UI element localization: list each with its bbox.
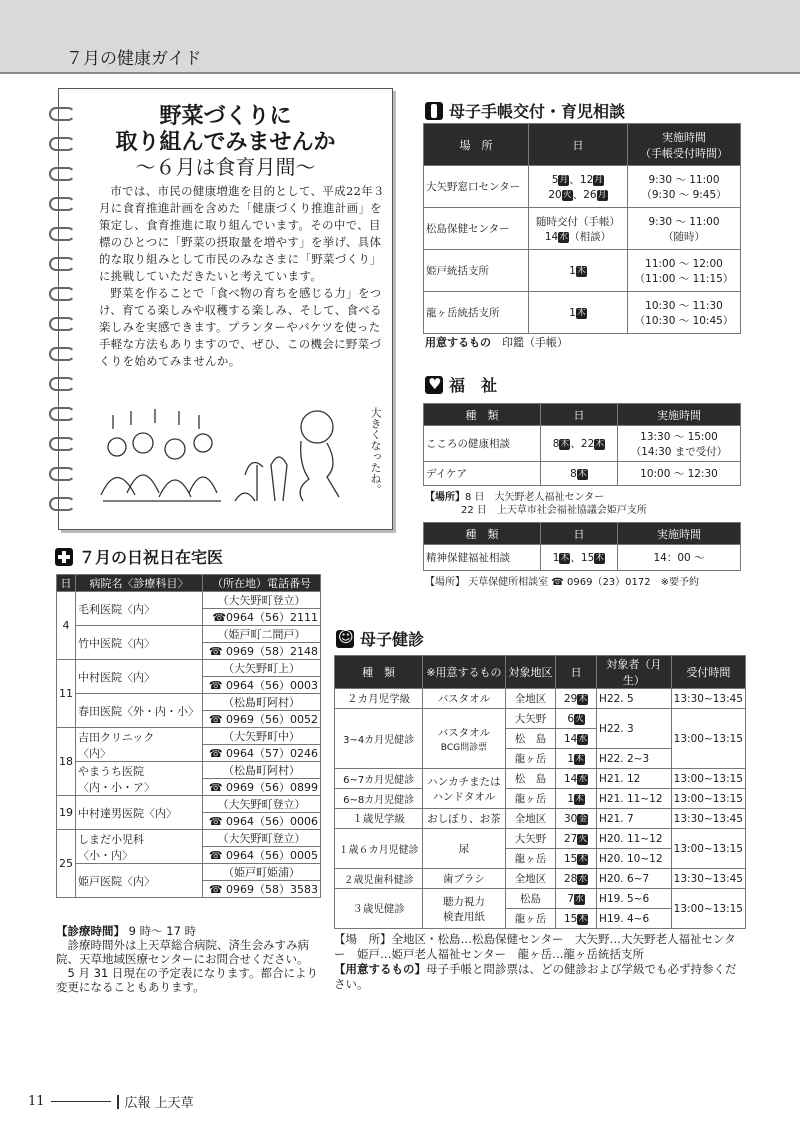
column-header: 日 xyxy=(541,404,618,426)
column-header: ※用意するもの xyxy=(423,656,505,689)
note-text: 5 月 31 日現在の予定表になります。都合により変更になることもあります。 xyxy=(56,966,318,994)
feature-subtitle: ～６月は食育月間～ xyxy=(135,155,316,179)
heart-icon xyxy=(425,376,443,394)
ring-icon xyxy=(49,197,75,211)
column-header: 病院名〈診療科目〉 xyxy=(76,575,203,592)
table-row xyxy=(57,694,321,711)
ring-icon xyxy=(49,317,75,331)
note-value: 母子手帳と問診票は、どの健診および学級でも必ず持参ください。 xyxy=(334,962,737,991)
note-label: 【用意するもの】 xyxy=(334,962,426,976)
feature-body xyxy=(99,183,389,370)
table-row xyxy=(57,592,321,609)
day-cell: 25 xyxy=(57,830,76,898)
ring-icon xyxy=(49,377,75,391)
day-cell: 18 xyxy=(57,728,76,796)
holiday-section-header xyxy=(55,545,223,568)
kenshin-table xyxy=(334,655,746,929)
column-header: 日 xyxy=(541,523,618,545)
table-row xyxy=(57,626,321,643)
clinic-address: （大矢野町登立） xyxy=(203,592,321,609)
clinic-name: 姫戸医院〈内〉 xyxy=(76,864,203,898)
table-cell: 5月、12月 20火、26月 xyxy=(529,166,628,208)
medical-cross-icon xyxy=(55,548,73,566)
bring-note xyxy=(334,962,746,992)
table-row xyxy=(424,545,741,571)
table-cell: 9:30 ～ 11:00 （9:30 ～ 9:45） xyxy=(628,166,741,208)
feature-notebook xyxy=(58,88,393,530)
table-row: 龍ヶ岳 15木 H20. 10~12 xyxy=(335,849,746,869)
fukushi-table xyxy=(423,403,741,486)
column-header: 場 所 xyxy=(424,124,529,166)
ring-icon xyxy=(49,287,75,301)
column-header: 種 類 xyxy=(424,404,541,426)
table-cell: 姫戸統括支所 xyxy=(424,250,529,292)
clinic-phone: ☎ 0969（56）0052 xyxy=(203,711,321,728)
table-row xyxy=(424,250,741,292)
feature-title-1: 野菜づくりに xyxy=(159,104,292,129)
illustration-caption: 大きくなったね。 xyxy=(369,407,382,495)
clinic-name: 中村医院〈内〉 xyxy=(76,660,203,694)
kenshin-notes xyxy=(334,932,746,992)
feature-paragraph: 市では、市民の健康増進を目的として、平成22年３月に食育推進計画を含めた「健康づくり推進計画」を策定し、食育推進に取り組んでいます。その中で、目標のひとつに「野菜の摂取量を増やす」を挙げ、具体的な取り組みとして市民のみなさまに「野菜づくり」に挑戦していただきたいと考えています。 xyxy=(99,184,385,283)
clinic-name: 春田医院〈外・内・小〉 xyxy=(76,694,203,728)
table-cell: 8木、22木 xyxy=(541,426,618,462)
table-row xyxy=(57,796,321,813)
table-cell: 1木 xyxy=(529,292,628,334)
clinic-phone: ☎ 0964（57）0246 xyxy=(203,745,321,762)
clinic-address: （大矢野町中） xyxy=(203,728,321,745)
note-label: 用意するもの xyxy=(425,336,491,349)
table-row: 6~7カ月児健診 ハンカチまたは ハンドタオル 松 島 14水 H21. 12 13:00~13:15 xyxy=(335,769,746,789)
column-header: 実施時間 xyxy=(618,523,741,545)
feature-title-2: 取り組んでみませんか xyxy=(115,130,336,155)
page-header xyxy=(0,0,800,74)
table-row xyxy=(424,426,741,462)
table-cell: 10:30 ～ 11:30 （10:30 ～ 10:45） xyxy=(628,292,741,334)
header-rule xyxy=(0,72,800,74)
publication-name: 広報 上天草 xyxy=(124,1096,194,1111)
place-value: 22 日 上天草市社会福祉協議会姫戸支所 xyxy=(461,505,647,516)
baby-bottle-icon xyxy=(425,102,443,120)
table-row: 6~8カ月児健診 龍ヶ岳 1木 H21. 11~12 13:00~13:15 xyxy=(335,789,746,809)
page-title: ７月の健康ガイド xyxy=(66,49,202,69)
clinic-phone: ☎ 0964（56）0003 xyxy=(203,677,321,694)
table-row xyxy=(57,660,321,677)
clinic-name: しまだ小児科 〈小・内〉 xyxy=(76,830,203,864)
boshi-table xyxy=(423,123,741,334)
ring-icon xyxy=(49,467,75,481)
place-value: 8 日 大矢野老人福祉センター xyxy=(465,492,605,503)
clinic-address: （松島町阿村） xyxy=(203,694,321,711)
table-cell: 松島保健センター xyxy=(424,208,529,250)
clinic-name: やまうち医院 〈内・小・ア〉 xyxy=(76,762,203,796)
mother-child-icon xyxy=(336,630,354,648)
fukushi-section-header xyxy=(425,373,497,396)
table-row: １歳６カ月児健診 尿 大矢野 27火 H20. 11~12 13:00~13:15 xyxy=(335,829,746,849)
clinic-address: （松島町阿村） xyxy=(203,762,321,779)
column-header: 種 類 xyxy=(335,656,423,689)
kenshin-section-header xyxy=(336,627,424,650)
column-header: 種 類 xyxy=(424,523,541,545)
kenshin-title: 母子健診 xyxy=(360,630,425,649)
column-header: 日 xyxy=(529,124,628,166)
table-row: ２歳児歯科健診 歯ブラシ 全地区 28水 H20. 6~7 13:30~13:45 xyxy=(335,869,746,889)
table-cell: 10:00 ～ 12:30 xyxy=(618,462,741,486)
table-cell: 11:00 ～ 12:00 （11:00 ～ 11:15） xyxy=(628,250,741,292)
place-note: 【場 所】全地区・松島…松島保健センター 大矢野…大矢野老人福祉センター 姫戸…姫戸老人福祉センター 龍ヶ岳…龍ヶ岳統括支所 xyxy=(334,932,736,961)
fukushi-table-2 xyxy=(423,522,741,571)
table-row xyxy=(424,208,741,250)
clinic-address: （大矢野町上） xyxy=(203,660,321,677)
clinic-phone: ☎ 0969（58）3583 xyxy=(203,881,321,898)
fukushi-place-note-2: 【場所】 天草保健所相談室 ☎ 0969（23）0172 ※要予約 xyxy=(425,577,699,588)
clinic-name: 吉田クリニック 〈内〉 xyxy=(76,728,203,762)
table-row: ３歳児健診 聴力視力 検査用紙 松島 7水 H19. 5~6 13:00~13:15 xyxy=(335,889,746,909)
table-row: 松 島 14水 xyxy=(335,729,746,749)
clinic-address: （大矢野町登立） xyxy=(203,796,321,813)
feature-paragraph: 野菜を作ることで「食べ物の育ちを感じる力」をつけ、育てる楽しみや収穫する楽しみ、そして、食べる楽しみを実感できます。プランターやバケツを使った手軽な方法もありますので、ぜひ、この機会に野菜づくりを始めてみませんか。 xyxy=(99,286,382,368)
boshi-title: 母子手帳交付・育児相談 xyxy=(449,102,626,121)
table-row: ２カ月児学級 バスタオル 全地区 29木 H22. 5 13:30~13:45 xyxy=(335,689,746,709)
fukushi-place-note xyxy=(425,491,647,517)
clinic-address: （姫戸町姫浦） xyxy=(203,864,321,881)
table-row xyxy=(57,762,321,779)
clinic-name: 竹中医院〈内〉 xyxy=(76,626,203,660)
day-cell: 19 xyxy=(57,796,76,830)
holiday-doctor-table xyxy=(56,574,321,898)
table-cell: 1木 xyxy=(529,250,628,292)
clinic-address: （大矢野町登立） xyxy=(203,830,321,847)
table-cell: 大矢野窓口センター xyxy=(424,166,529,208)
boshi-section-header xyxy=(425,99,625,122)
table-row xyxy=(424,166,741,208)
column-header: 実施時間 （手帳受付時間） xyxy=(628,124,741,166)
column-header: 受付時間 xyxy=(671,656,745,689)
hours-label: 【診療時間】 xyxy=(56,924,125,938)
table-cell: 8木 xyxy=(541,462,618,486)
holiday-notes xyxy=(56,924,318,994)
ring-icon xyxy=(49,437,75,451)
note-text: 診療時間外は上天草総合病院、済生会みすみ病院、天草地域医療センターにお問合せください。 xyxy=(56,938,309,966)
table-cell: 1木、15木 xyxy=(541,545,618,571)
ring-icon xyxy=(49,347,75,361)
column-header: 日 xyxy=(556,656,597,689)
table-row xyxy=(57,728,321,745)
column-header: 対象地区 xyxy=(505,656,556,689)
footer-bar xyxy=(117,1095,119,1109)
page-number: 11 xyxy=(28,1094,45,1109)
table-row xyxy=(57,830,321,847)
table-cell: 随時交付（手帳） 14水（相談） xyxy=(529,208,628,250)
ring-icon xyxy=(49,227,75,241)
day-cell: 11 xyxy=(57,660,76,728)
day-cell: 4 xyxy=(57,592,76,660)
table-row: 龍ヶ岳 15木 H19. 4~6 xyxy=(335,909,746,929)
table-cell: 精神保健福祉相談 xyxy=(424,545,541,571)
boshi-note xyxy=(425,336,568,350)
footer-rule xyxy=(51,1101,111,1102)
table-row xyxy=(424,292,741,334)
ring-icon xyxy=(49,497,75,511)
table-row: １歳児学級 おしぼり、お茶 全地区 30金 H21. 7 13:30~13:45 xyxy=(335,809,746,829)
clinic-name: 毛利医院〈内〉 xyxy=(76,592,203,626)
clinic-phone: ☎ 0964（56）0006 xyxy=(203,813,321,830)
clinic-phone: ☎ 0969（56）0899 xyxy=(203,779,321,796)
table-cell: 9:30 ～ 11:00 （随時） xyxy=(628,208,741,250)
table-cell: デイケア xyxy=(424,462,541,486)
table-row: 3~4カ月児健診 バスタオル BCG問診票 大矢野 6火 H22. 3 13:00~13:15 xyxy=(335,709,746,729)
ring-icon xyxy=(49,407,75,421)
clinic-phone: ☎ 0964（56）0005 xyxy=(203,847,321,864)
ring-icon xyxy=(49,257,75,271)
fukushi-title: 福 祉 xyxy=(449,376,498,395)
column-header: （所在地）電話番号 xyxy=(203,575,321,592)
clinic-address: （姫戸町二間戸） xyxy=(203,626,321,643)
clinic-phone: ☎0964（56）2111 xyxy=(203,609,321,626)
hours-value: 9 時～ 17 時 xyxy=(128,924,197,938)
clinic-name: 中村達男医院〈内〉 xyxy=(76,796,203,830)
column-header: 日 xyxy=(57,575,76,592)
table-cell: 龍ヶ岳統括支所 xyxy=(424,292,529,334)
table-row: 龍ヶ岳 1木 H22. 2~3 xyxy=(335,749,746,769)
table-row xyxy=(424,462,741,486)
gardening-illustration xyxy=(95,405,385,521)
table-cell: 13:30 ～ 15:00 （14:30 まで受付） xyxy=(618,426,741,462)
page-footer xyxy=(28,1092,194,1111)
note-value: 印鑑（手帳） xyxy=(502,336,568,349)
table-cell: こころの健康相談 xyxy=(424,426,541,462)
clinic-phone: ☎ 0969（58）2148 xyxy=(203,643,321,660)
column-header: 実施時間 xyxy=(618,404,741,426)
holiday-title: ７月の日祝日在宅医 xyxy=(79,548,224,567)
table-cell: 14：00 ～ xyxy=(618,545,741,571)
place-label: 【場所】 xyxy=(425,492,465,503)
table-row xyxy=(57,864,321,881)
column-header: 対象者（月生） xyxy=(597,656,672,689)
